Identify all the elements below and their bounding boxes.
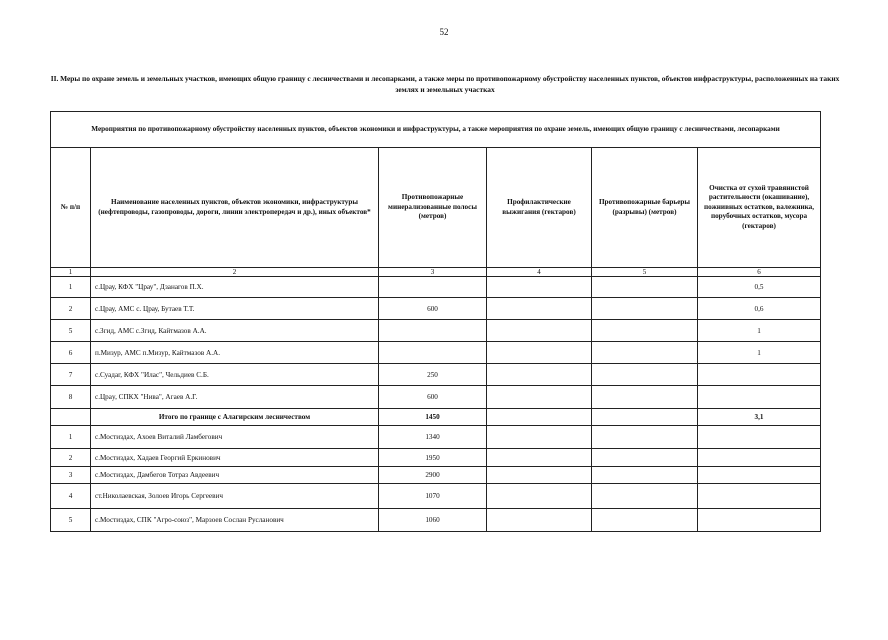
column-number: 5 [592,268,698,277]
row-barriers [592,342,698,364]
header-cell-name: Наименование населенных пунктов, объектов экономики, инфраструктуры (нефтепроводы, газопроводы, дороги, линии электропередач и др.), иных объектов* [91,148,379,268]
row-burning [487,364,592,386]
table-banner: Мероприятия по противопожарному обустройству населенных пунктов, объектов экономики и инфраструктуры, а также мероприятия по охране земель, имеющих общую границу с лесничествами, лесопарками [51,112,821,148]
row-barriers [592,386,698,409]
row-cleaning [698,484,821,509]
column-number: 6 [698,268,821,277]
header-cell-cleaning: Очистка от сухой травянистой растительности (окашивание), пожнивных остатков, валежника, порубочных остатков, мусора (гектаров) [698,148,821,268]
row-name: с.Мостиздах, Ахоев Виталий Ламбегович [91,426,379,449]
row-cleaning: 0,5 [698,277,821,298]
row-strips: 250 [379,364,487,386]
subtotal-number-cell [51,409,91,426]
row-barriers [592,277,698,298]
table-row [51,509,821,532]
row-strips [379,342,487,364]
row-strips: 1340 [379,426,487,449]
row-number: 5 [51,509,91,532]
row-name: с.Црау, КФХ "Црау", Дзанагов П.Х. [91,277,379,298]
row-strips: 1950 [379,449,487,467]
row-burning [487,467,592,484]
row-burning [487,386,592,409]
table-row [51,364,821,386]
row-burning [487,426,592,449]
row-strips: 1060 [379,509,487,532]
row-burning [487,342,592,364]
table-body-group-2 [51,426,821,532]
row-barriers [592,484,698,509]
header-cell-number: № п/п [51,148,91,268]
row-strips: 2900 [379,467,487,484]
table-row [51,484,821,509]
section-title: II. Меры по охране земель и земельных участков, имеющих общую границу с лесничествами и лесопарками, а также меры по противопожарному обустройству населенных пунктов, объектов инфраструктуры, расположенных на таких землях и земельных участках [50,74,840,94]
column-number-row [51,268,821,277]
row-number: 3 [51,467,91,484]
column-number: 2 [91,268,379,277]
measures-table [50,111,821,532]
row-name: с.Мостиздах, Хадаев Георгий Еркинович [91,449,379,467]
row-burning [487,484,592,509]
row-number: 6 [51,342,91,364]
table-row [51,449,821,467]
row-strips [379,277,487,298]
row-barriers [592,449,698,467]
subtotal-barriers [592,409,698,426]
subtotal-cleaning: 3,1 [698,409,821,426]
row-burning [487,509,592,532]
table-row [51,277,821,298]
row-barriers [592,320,698,342]
row-cleaning [698,386,821,409]
row-number: 2 [51,298,91,320]
row-cleaning: 1 [698,342,821,364]
row-number: 2 [51,449,91,467]
header-cell-burning: Профилактические выжигания (гектаров) [487,148,592,268]
row-barriers [592,426,698,449]
row-name: с.Мостиздах, Дамбегов Тотраз Авдеевич [91,467,379,484]
table-row [51,298,821,320]
row-name: с.Згид, АМС с.Згид, Кайтмазов А.А. [91,320,379,342]
subtotal-row [51,409,821,426]
row-cleaning [698,426,821,449]
row-name: с.Црау, АМС с. Црау, Бутаев Т.Т. [91,298,379,320]
row-burning [487,277,592,298]
row-cleaning: 0,6 [698,298,821,320]
row-number: 4 [51,484,91,509]
row-burning [487,298,592,320]
row-barriers [592,509,698,532]
row-name: ст.Николаевская, Золоев Игорь Сергеевич [91,484,379,509]
table-body-group-1 [51,277,821,409]
row-name: с.Мостиздах, СПК "Агро-союз", Марзоев Сослан Русланович [91,509,379,532]
row-cleaning: 1 [698,320,821,342]
row-number: 8 [51,386,91,409]
table-row [51,467,821,484]
row-number: 1 [51,277,91,298]
table-row [51,320,821,342]
column-number: 3 [379,268,487,277]
row-strips [379,320,487,342]
row-number: 5 [51,320,91,342]
table-row [51,342,821,364]
row-name: с.Цраy, СПКХ "Нива", Агаев А.Г. [91,386,379,409]
row-number: 7 [51,364,91,386]
row-barriers [592,467,698,484]
row-cleaning [698,467,821,484]
table-row [51,426,821,449]
row-burning [487,449,592,467]
subtotal-burning [487,409,592,426]
row-name: с.Суадаг, КФХ "Илас", Чельдиев С.Б. [91,364,379,386]
row-number: 1 [51,426,91,449]
row-name: п.Мизур, АМС п.Мизур, Кайтмазов А.А. [91,342,379,364]
row-strips: 600 [379,298,487,320]
header-row [51,148,821,268]
row-strips: 1070 [379,484,487,509]
row-cleaning [698,364,821,386]
subtotal-strips: 1450 [379,409,487,426]
header-cell-barriers: Противопожарные барьеры (разрывы) (метров) [592,148,698,268]
row-barriers [592,364,698,386]
subtotal-label: Итого по границе с Алагирским лесничеством [91,409,379,426]
row-cleaning [698,509,821,532]
row-strips: 600 [379,386,487,409]
column-number: 1 [51,268,91,277]
table-row [51,386,821,409]
row-barriers [592,298,698,320]
header-cell-strips: Противопожарные минерализованные полосы (метров) [379,148,487,268]
page-number: 52 [439,27,449,37]
row-burning [487,320,592,342]
column-number: 4 [487,268,592,277]
row-cleaning [698,449,821,467]
